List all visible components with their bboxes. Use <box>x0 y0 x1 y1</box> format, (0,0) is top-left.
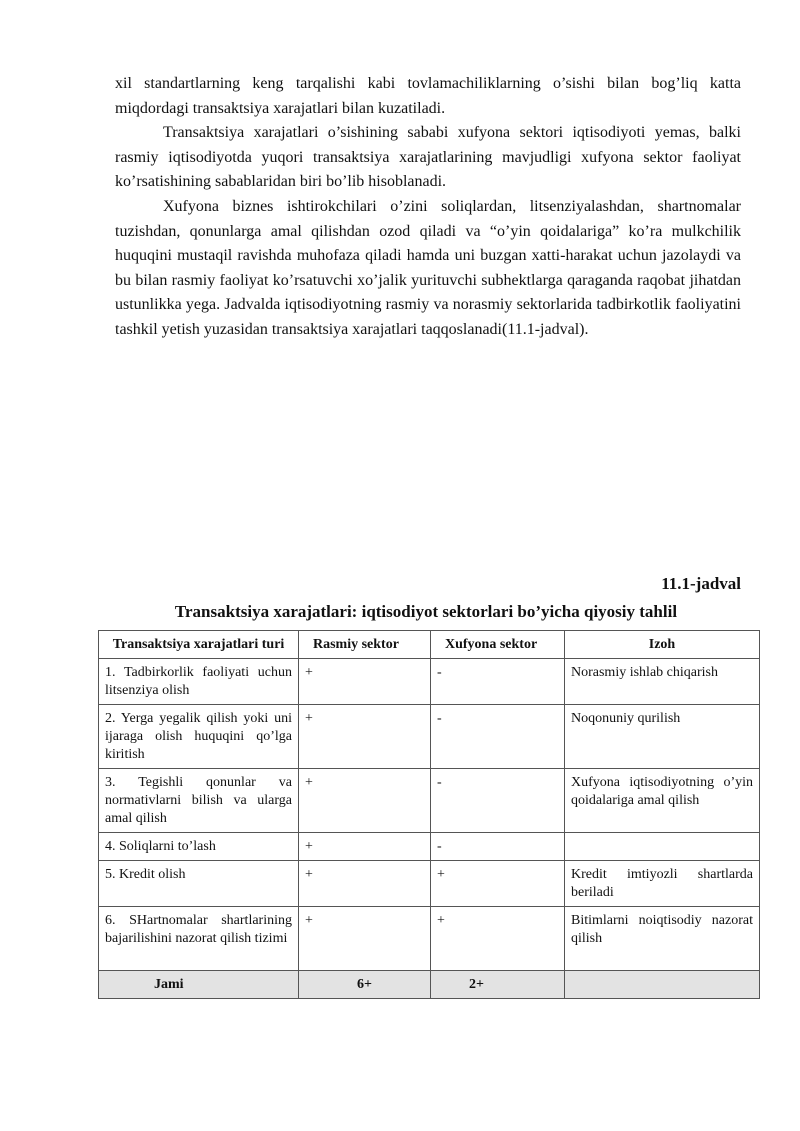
cell-note: Bitimlarni noiqtisodiy nazorat qilish <box>565 907 760 971</box>
cell-note <box>565 833 760 861</box>
cell-official: + <box>299 705 431 769</box>
table-total-row <box>99 971 760 999</box>
header-shadow-sector: Xufyona sektor <box>431 631 565 659</box>
cell-official: + <box>299 907 431 971</box>
cell-official: + <box>299 861 431 907</box>
header-cost-type: Transaktsiya xarajatlari turi <box>99 631 299 659</box>
cell-cost-type: 4. Soliqlarni to’lash <box>99 833 299 861</box>
cell-cost-type: 5. Kredit olish <box>99 861 299 907</box>
total-official: 6+ <box>299 971 431 999</box>
table-row <box>99 659 760 705</box>
cell-shadow: - <box>431 769 565 833</box>
cell-note: Noqonuniy qurilish <box>565 705 760 769</box>
cell-official: + <box>299 833 431 861</box>
table-row <box>99 705 760 769</box>
cell-shadow: + <box>431 861 565 907</box>
paragraph-1: xil standartlarning keng tarqalishi kabi tovlamachiliklarning o’sishi bilan bog’liq katta miqdordagi transaktsiya xarajatlari bilan kuzatiladi. <box>115 75 741 117</box>
cell-official: + <box>299 659 431 705</box>
cell-shadow: - <box>431 833 565 861</box>
paragraph-3: Xufyona biznes ishtirokchilari o’zini soliqlardan, litsenziyalashdan, shartnomalar tuzishdan, qonunlarga amal qilishdan ozod qiladi va “o’yin qoidalariga” ko’ra mulkchilik huquqini mustaqil ravishda muhofaza qiladi hamda uni buzgan xatti-harakat uchun jazolaydi va bu bilan rasmiy faoliyat ko’rsatuvchi xo’jalik yurituvchi subhektlarga qaraganda raqobat jihatdan ustunlikka yega. Jadvalda iqtisodiyotning rasmiy va norasmiy sektorlarida tadbirkotlik faoliyatini tashkil yetish yuzasidan transaktsiya xarajatlari taqqoslanadi(11.1-jadval). <box>115 197 741 338</box>
table-header-row <box>99 631 760 659</box>
cell-official: + <box>299 769 431 833</box>
cell-note: Xufyona iqtisodiyotning o’yin qoidalariga amal qilish <box>565 769 760 833</box>
paragraph-2: Transaktsiya xarajatlari o’sishining sababi xufyona sektori iqtisodiyoti yemas, balki rasmiy iqtisodiyotda yuqori transaktsiya xarajatlarining mavjudligi xufyona sektor faoliyat ko’rsatishining sabablaridan biri bo’lib hisoblanadi. <box>115 124 741 191</box>
cell-shadow: + <box>431 907 565 971</box>
cell-cost-type: 3. Tegishli qonunlar va normativlarni bilish va ularga amal qilish <box>99 769 299 833</box>
table-row <box>99 769 760 833</box>
cell-note: Norasmiy ishlab chiqarish <box>565 659 760 705</box>
cell-cost-type: 6. SHartnomalar shartlarining bajarilishini nazorat qilish tizimi <box>99 907 299 971</box>
cell-note: Kredit imtiyozli shartlarda beriladi <box>565 861 760 907</box>
cell-cost-type: 2. Yerga yegalik qilish yoki uni ijaraga olish huquqini qo’lga kiritish <box>99 705 299 769</box>
table-title: Transaktsiya xarajatlari: iqtisodiyot sektorlari bo’yicha qiyosiy tahlil <box>174 602 678 621</box>
cell-shadow: - <box>431 659 565 705</box>
total-shadow: 2+ <box>431 971 565 999</box>
total-label: Jami <box>99 971 299 999</box>
total-note <box>565 971 760 999</box>
cell-cost-type: 1. Tadbirkorlik faoliyati uchun litsenziya olish <box>99 659 299 705</box>
table-label: 11.1-jadval <box>661 574 741 593</box>
table-row <box>99 861 760 907</box>
table-row <box>99 833 760 861</box>
body-text <box>115 72 741 343</box>
comparison-table <box>98 630 760 999</box>
header-note: Izoh <box>565 631 760 659</box>
header-official-sector: Rasmiy sektor <box>299 631 431 659</box>
cell-shadow: - <box>431 705 565 769</box>
table-row <box>99 907 760 971</box>
